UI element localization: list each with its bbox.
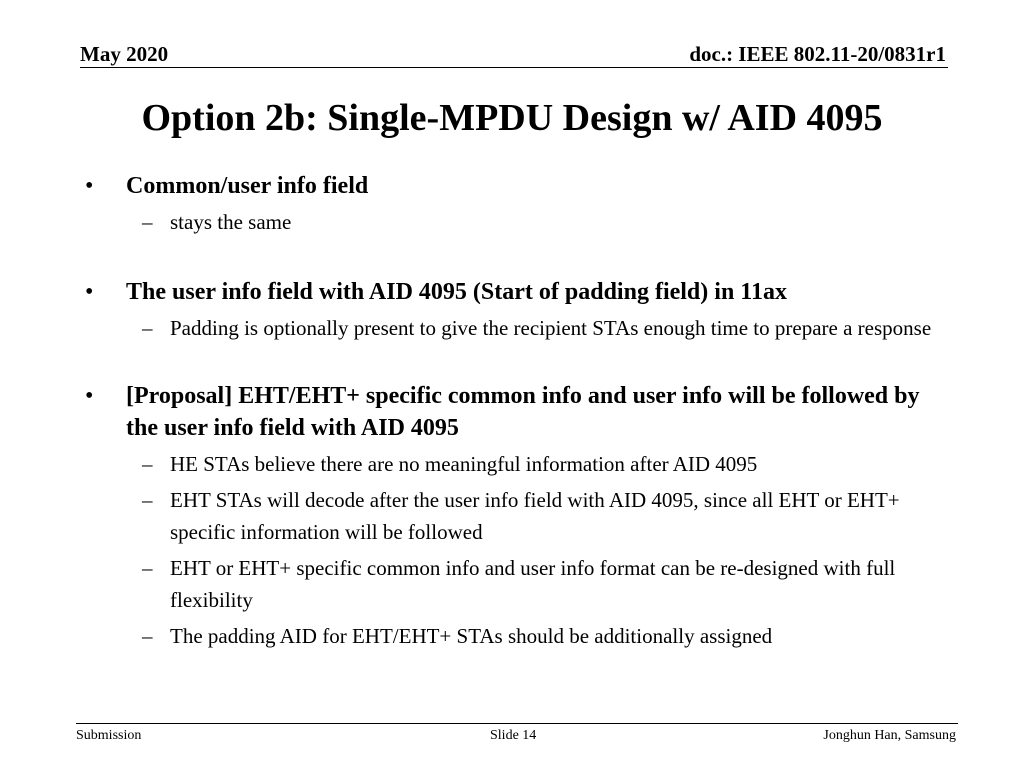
sub-bullet-dash: – bbox=[142, 210, 153, 234]
sub-bullet-item bbox=[85, 484, 945, 548]
sub-bullet-dash: – bbox=[142, 452, 153, 476]
footer-author: Jonghun Han, Samsung bbox=[823, 728, 956, 743]
footer-slide-number: Slide 14 bbox=[490, 728, 537, 743]
sub-bullet-dash: – bbox=[142, 316, 153, 340]
bullet-dot: • bbox=[85, 279, 94, 305]
sub-bullet-text: The padding AID for EHT/EHT+ STAs should be additionally assigned bbox=[170, 624, 773, 648]
spacer bbox=[85, 344, 945, 380]
bullet-item bbox=[85, 380, 945, 444]
sub-bullet-text: stays the same bbox=[170, 210, 292, 234]
bullet-item bbox=[85, 276, 945, 308]
sub-bullet-text: EHT or EHT+ specific common info and user info format can be re-designed with full flexibility bbox=[170, 556, 896, 612]
sub-bullet-item bbox=[85, 552, 945, 616]
bullet-text: The user info field with AID 4095 (Start of padding field) in 11ax bbox=[126, 279, 787, 305]
footer-rule bbox=[76, 723, 958, 724]
header-date: May 2020 bbox=[80, 42, 169, 66]
sub-bullet-text: HE STAs believe there are no meaningful information after AID 4095 bbox=[170, 452, 758, 476]
header-doc-id: doc.: IEEE 802.11-20/0831r1 bbox=[689, 42, 946, 66]
bullet-dot: • bbox=[85, 383, 94, 409]
sub-bullet-item bbox=[85, 620, 945, 652]
sub-bullet-item bbox=[85, 448, 945, 480]
bullet-text: Common/user info field bbox=[126, 173, 369, 199]
sub-bullet-text: Padding is optionally present to give the recipient STAs enough time to prepare a response bbox=[170, 316, 932, 340]
header-rule bbox=[80, 67, 948, 68]
bullet-item bbox=[85, 170, 945, 202]
bullet-text: [Proposal] EHT/EHT+ specific common info and user info will be followed by the user info field with AID 4095 bbox=[126, 383, 920, 441]
sub-bullet-dash: – bbox=[142, 624, 153, 648]
sub-bullet-item bbox=[85, 206, 945, 238]
bullet-dot: • bbox=[85, 173, 94, 199]
sub-bullet-item bbox=[85, 312, 945, 344]
sub-bullet-text: EHT STAs will decode after the user info field with AID 4095, since all EHT or EHT+ specific information will be followed bbox=[170, 488, 900, 544]
slide-body bbox=[85, 170, 945, 652]
slide-title: Option 2b: Single-MPDU Design w/ AID 4095 bbox=[141, 97, 883, 139]
sub-bullet-dash: – bbox=[142, 556, 153, 580]
sub-bullet-dash: – bbox=[142, 488, 153, 512]
spacer bbox=[85, 238, 945, 276]
footer-submission: Submission bbox=[76, 728, 142, 743]
